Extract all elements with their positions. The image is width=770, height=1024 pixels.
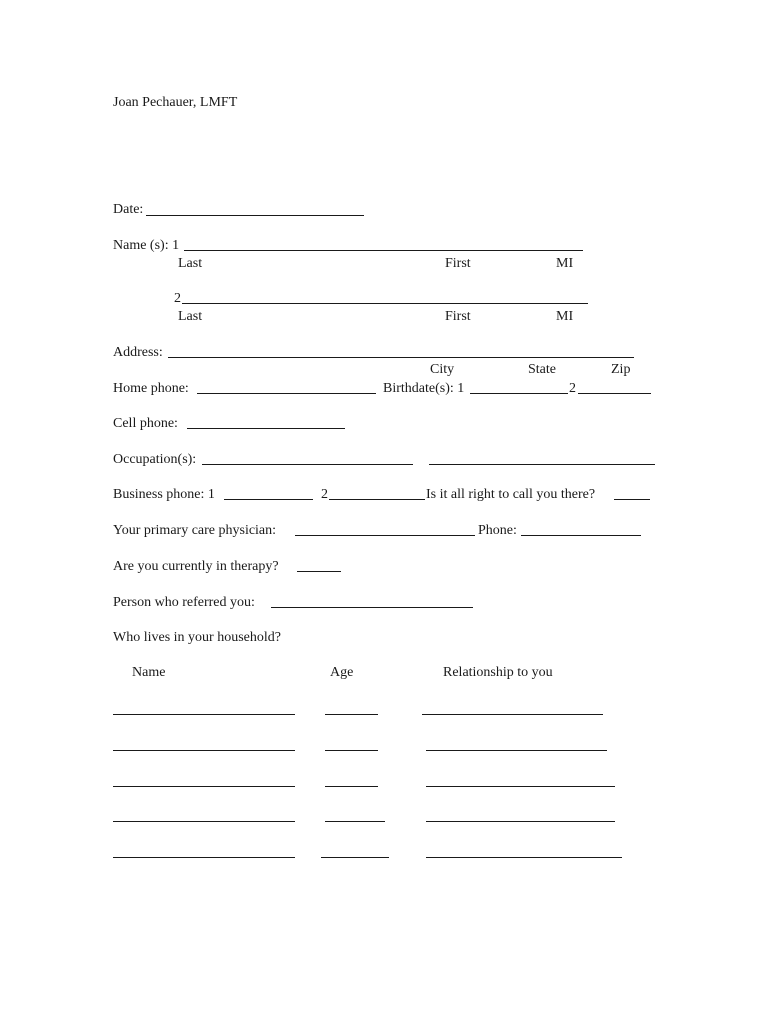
name-1-field[interactable] bbox=[184, 250, 583, 251]
cell-phone-field[interactable] bbox=[187, 428, 345, 429]
household-row-2-relationship-field[interactable] bbox=[426, 750, 607, 751]
business-phone-label: Business phone: 1 bbox=[113, 487, 215, 502]
name-label: Name (s): 1 bbox=[113, 238, 180, 253]
household-row-1-age-field[interactable] bbox=[325, 714, 378, 715]
therapy-question: Are you currently in therapy? bbox=[113, 559, 279, 574]
household-row-5-relationship-field[interactable] bbox=[426, 857, 622, 858]
name-2-field[interactable] bbox=[182, 303, 588, 304]
call-question: Is it all right to call you there? bbox=[426, 487, 596, 502]
name-2-mi-caption: MI bbox=[556, 309, 574, 324]
household-row-3-name-field[interactable] bbox=[113, 786, 295, 787]
household-row-2-age-field[interactable] bbox=[325, 750, 378, 751]
state-caption: State bbox=[528, 362, 556, 377]
referred-label: Person who referred you: bbox=[113, 595, 255, 610]
address-field[interactable] bbox=[168, 357, 634, 358]
household-row-1-relationship-field[interactable] bbox=[422, 714, 603, 715]
birthdate-2-field[interactable] bbox=[578, 393, 651, 394]
practitioner-header: Joan Pechauer, LMFT bbox=[113, 95, 238, 110]
name-2-last-caption: Last bbox=[178, 309, 203, 324]
physician-label: Your primary care physician: bbox=[113, 523, 277, 538]
address-label: Address: bbox=[113, 345, 163, 360]
referred-field[interactable] bbox=[271, 607, 473, 608]
household-relationship-header: Relationship to you bbox=[443, 665, 553, 680]
business-phone-2-number: 2 bbox=[321, 487, 328, 502]
household-question: Who lives in your household? bbox=[113, 630, 281, 645]
name-2-number: 2 bbox=[174, 291, 181, 306]
call-answer-field[interactable] bbox=[614, 499, 650, 500]
household-row-2-name-field[interactable] bbox=[113, 750, 295, 751]
therapy-answer-field[interactable] bbox=[297, 571, 341, 572]
date-label: Date: bbox=[113, 202, 144, 217]
zip-caption: Zip bbox=[611, 362, 631, 377]
occupation-2-field[interactable] bbox=[429, 464, 655, 465]
name-1-first-caption: First bbox=[445, 256, 471, 271]
home-phone-label: Home phone: bbox=[113, 381, 189, 396]
birthdate-2-number: 2 bbox=[569, 381, 576, 396]
household-row-5-age-field[interactable] bbox=[321, 857, 389, 858]
name-1-mi-caption: MI bbox=[556, 256, 574, 271]
household-row-5-name-field[interactable] bbox=[113, 857, 295, 858]
city-caption: City bbox=[430, 362, 455, 377]
occupation-1-field[interactable] bbox=[202, 464, 413, 465]
name-2-first-caption: First bbox=[445, 309, 471, 324]
birthdate-label: Birthdate(s): 1 bbox=[383, 381, 465, 396]
household-row-3-relationship-field[interactable] bbox=[426, 786, 615, 787]
household-row-1-name-field[interactable] bbox=[113, 714, 295, 715]
business-phone-2-field[interactable] bbox=[329, 499, 425, 500]
birthdate-1-field[interactable] bbox=[470, 393, 568, 394]
household-name-header: Name bbox=[132, 665, 166, 680]
household-age-header: Age bbox=[330, 665, 354, 680]
household-row-3-age-field[interactable] bbox=[325, 786, 378, 787]
name-1-last-caption: Last bbox=[178, 256, 203, 271]
home-phone-field[interactable] bbox=[197, 393, 376, 394]
household-row-4-age-field[interactable] bbox=[325, 821, 385, 822]
cell-phone-label: Cell phone: bbox=[113, 416, 178, 431]
date-field[interactable] bbox=[146, 215, 364, 216]
business-phone-1-field[interactable] bbox=[224, 499, 313, 500]
household-row-4-relationship-field[interactable] bbox=[426, 821, 615, 822]
household-row-4-name-field[interactable] bbox=[113, 821, 295, 822]
physician-field[interactable] bbox=[295, 535, 475, 536]
physician-phone-label: Phone: bbox=[478, 523, 517, 538]
physician-phone-field[interactable] bbox=[521, 535, 641, 536]
occupation-label: Occupation(s): bbox=[113, 452, 197, 467]
